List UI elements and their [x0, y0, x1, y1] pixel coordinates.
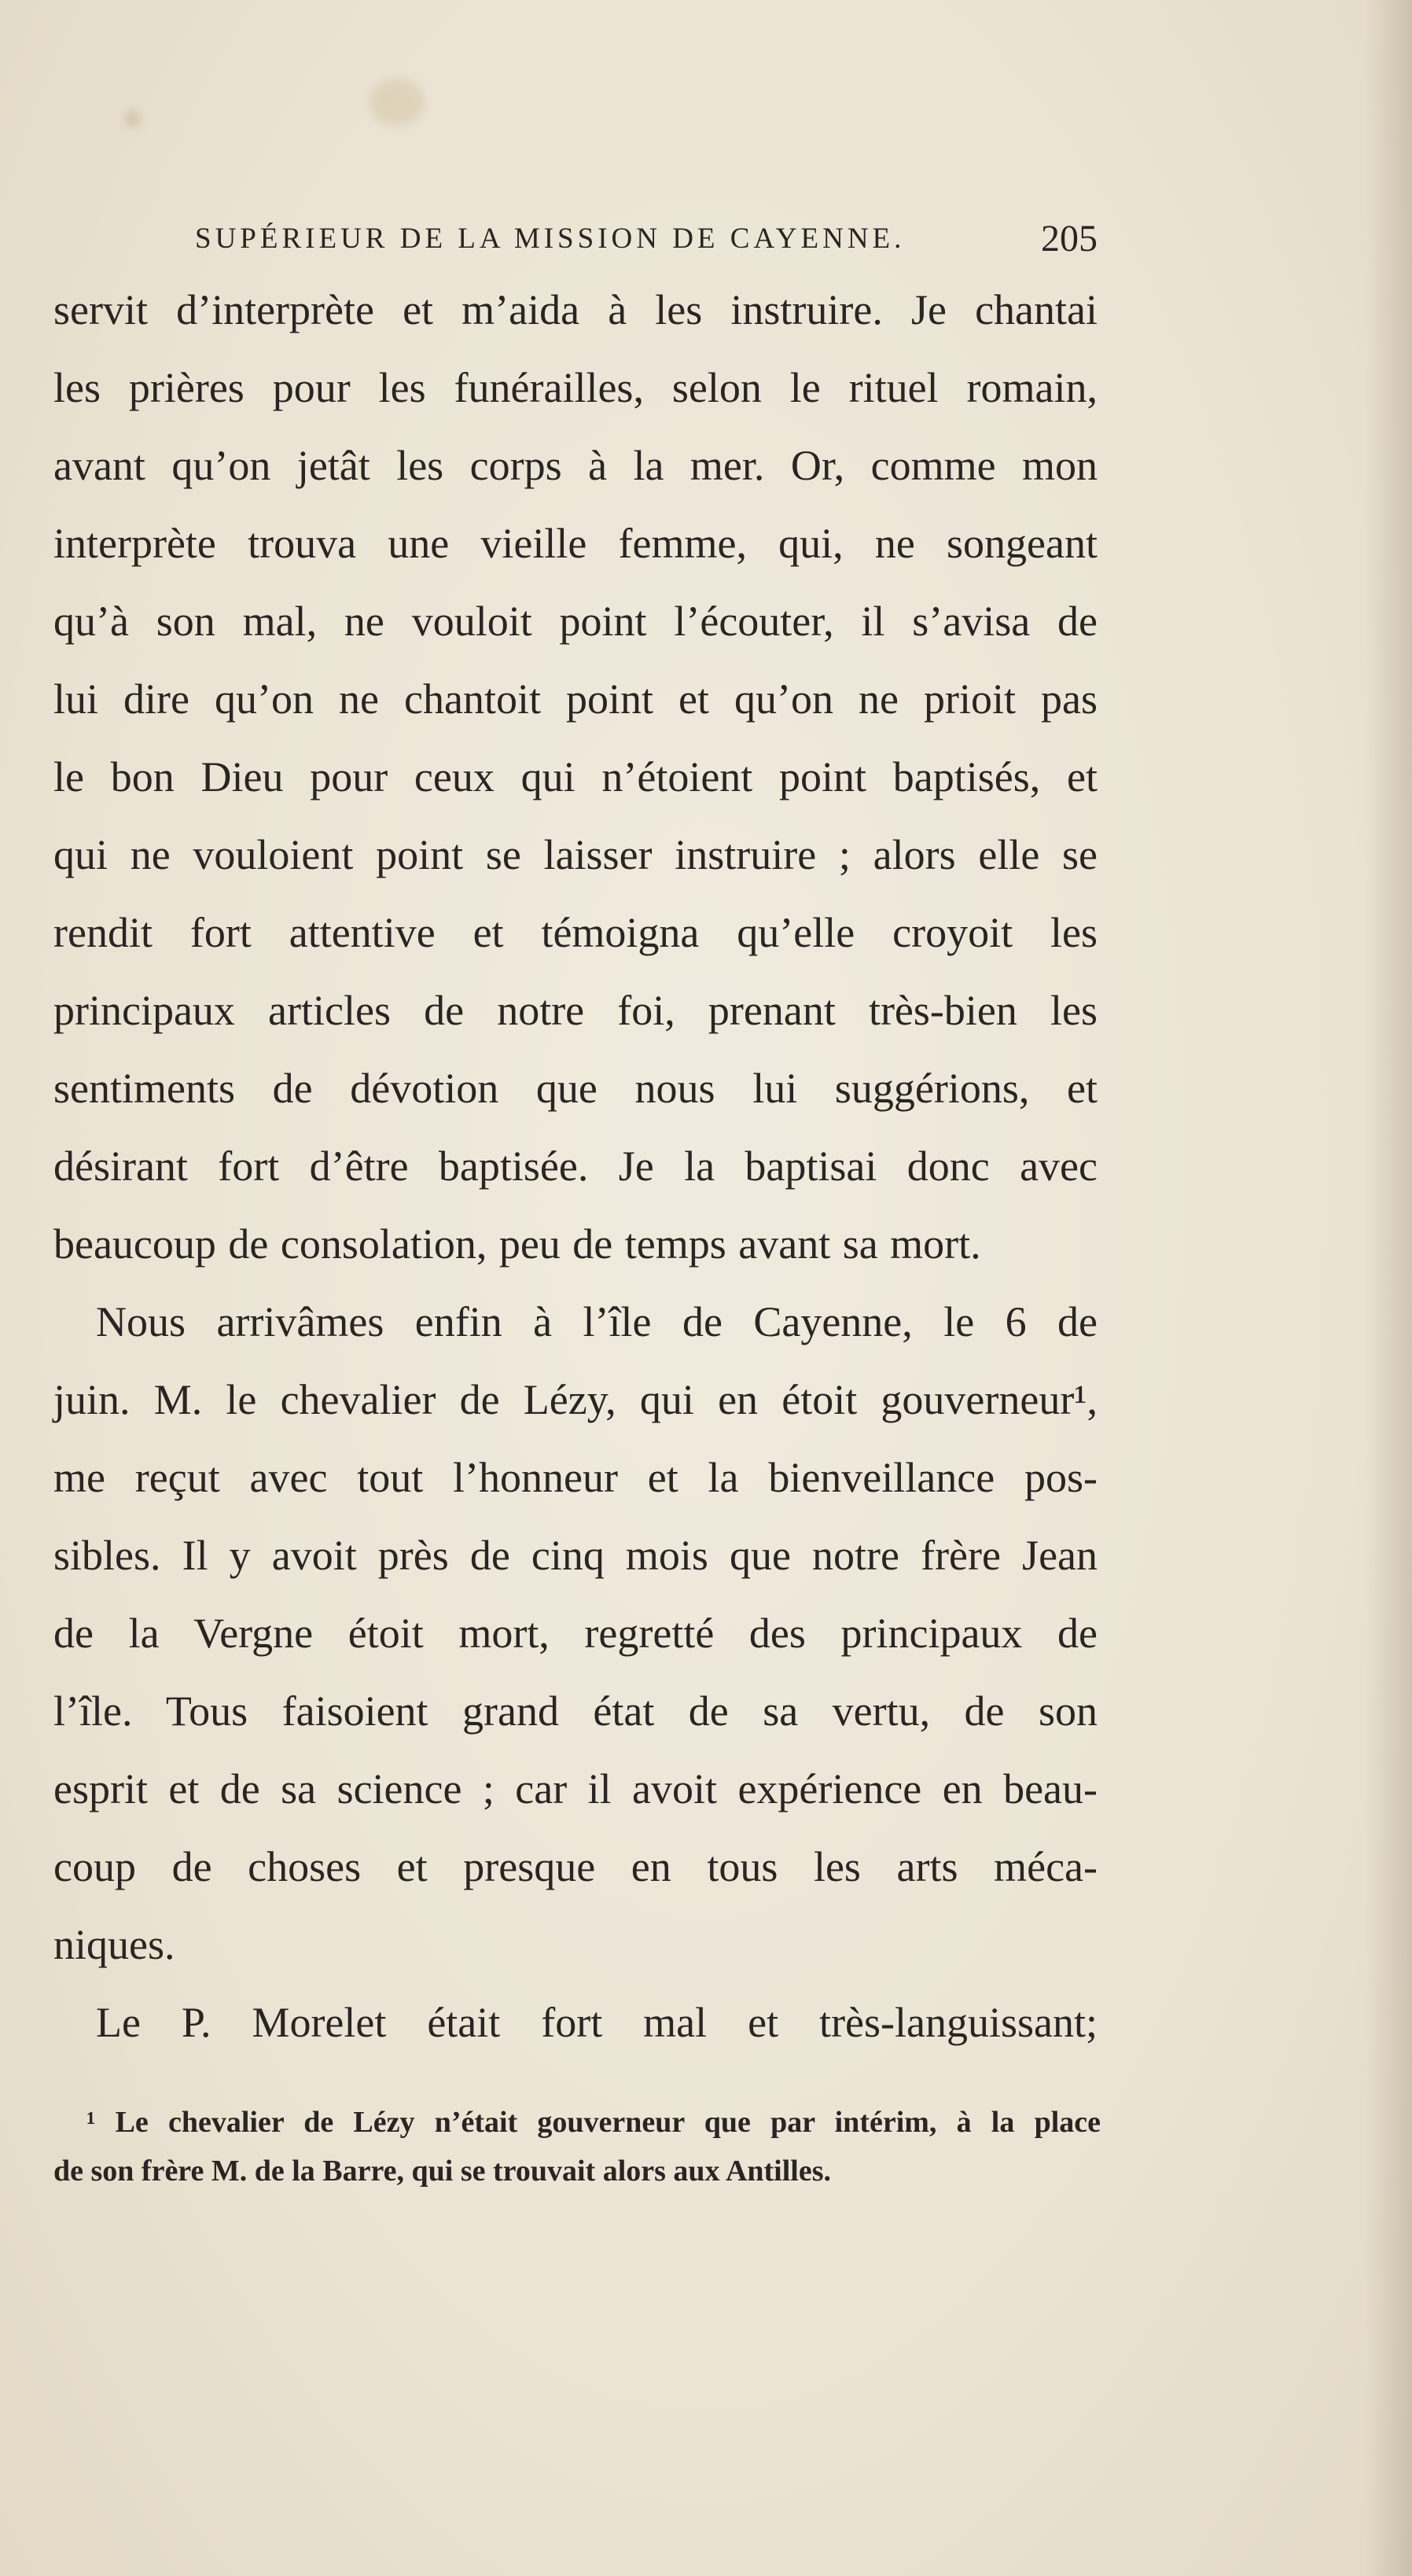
- running-title: SUPÉRIEUR DE LA MISSION DE CAYENNE.: [195, 223, 906, 255]
- text-line: désirant fort d’être baptisée. Je la baptisai donc avec: [53, 1143, 1098, 1190]
- text-line: rendit fort attentive et témoigna qu’elle croyoit les: [53, 909, 1098, 956]
- text-line: interprète trouva une vieille femme, qui, ne songeant: [53, 520, 1098, 567]
- text-line: avant qu’on jetât les corps à la mer. Or, comme mon: [53, 442, 1098, 489]
- paper-stain: [370, 79, 425, 126]
- paper-stain: [126, 110, 140, 127]
- text-line: qu’à son mal, ne vouloit point l’écouter, il s’avisa de: [53, 598, 1098, 645]
- page-number: 205: [1041, 218, 1098, 259]
- text-line: le bon Dieu pour ceux qui n’étoient point baptisés, et: [53, 753, 1098, 800]
- text-line: beaucoup de consolation, peu de temps avant sa mort.: [53, 1220, 981, 1268]
- text-line: Nous arrivâmes enfin à l’île de Cayenne, le 6 de: [96, 1298, 1098, 1345]
- footnotes: [53, 2098, 1101, 2195]
- text-line: me reçut avec tout l’honneur et la bienveillance pos-: [53, 1454, 1098, 1501]
- running-head: [195, 218, 1098, 269]
- text-line: l’île. Tous faisoient grand état de sa vertu, de son: [53, 1687, 1098, 1735]
- text-line: Le P. Morelet était fort mal et très-languissant;: [96, 1999, 1098, 2046]
- text-line: juin. M. le chevalier de Lézy, qui en étoit gouverneur¹,: [53, 1376, 1098, 1423]
- footnote-line: ¹ Le chevalier de Lézy n’était gouverneur que par intérim, à la place: [86, 2106, 1101, 2139]
- text-line: de la Vergne étoit mort, regretté des principaux de: [53, 1610, 1098, 1657]
- text-line: servit d’interprète et m’aida à les instruire. Je chantai: [53, 286, 1098, 333]
- text-line: lui dire qu’on ne chantoit point et qu’on ne prioit pas: [53, 675, 1098, 723]
- text-line: les prières pour les funérailles, selon le rituel romain,: [53, 364, 1098, 411]
- text-line: niques.: [53, 1921, 175, 1968]
- text-line: coup de choses et presque en tous les arts méca-: [53, 1843, 1098, 1890]
- text-line: qui ne vouloient point se laisser instruire ; alors elle se: [53, 831, 1098, 878]
- text-line: sibles. Il y avoit près de cinq mois que notre frère Jean: [53, 1532, 1098, 1579]
- page-edge-shadow: [1365, 0, 1412, 2576]
- text-line: principaux articles de notre foi, prenant très-bien les: [53, 987, 1098, 1034]
- body-text: [53, 271, 1098, 2062]
- text-line: sentiments de dévotion que nous lui suggérions, et: [53, 1065, 1098, 1112]
- footnote-line: de son frère M. de la Barre, qui se trouvait alors aux Antilles.: [53, 2155, 832, 2188]
- text-line: esprit et de sa science ; car il avoit expérience en beau-: [53, 1765, 1098, 1812]
